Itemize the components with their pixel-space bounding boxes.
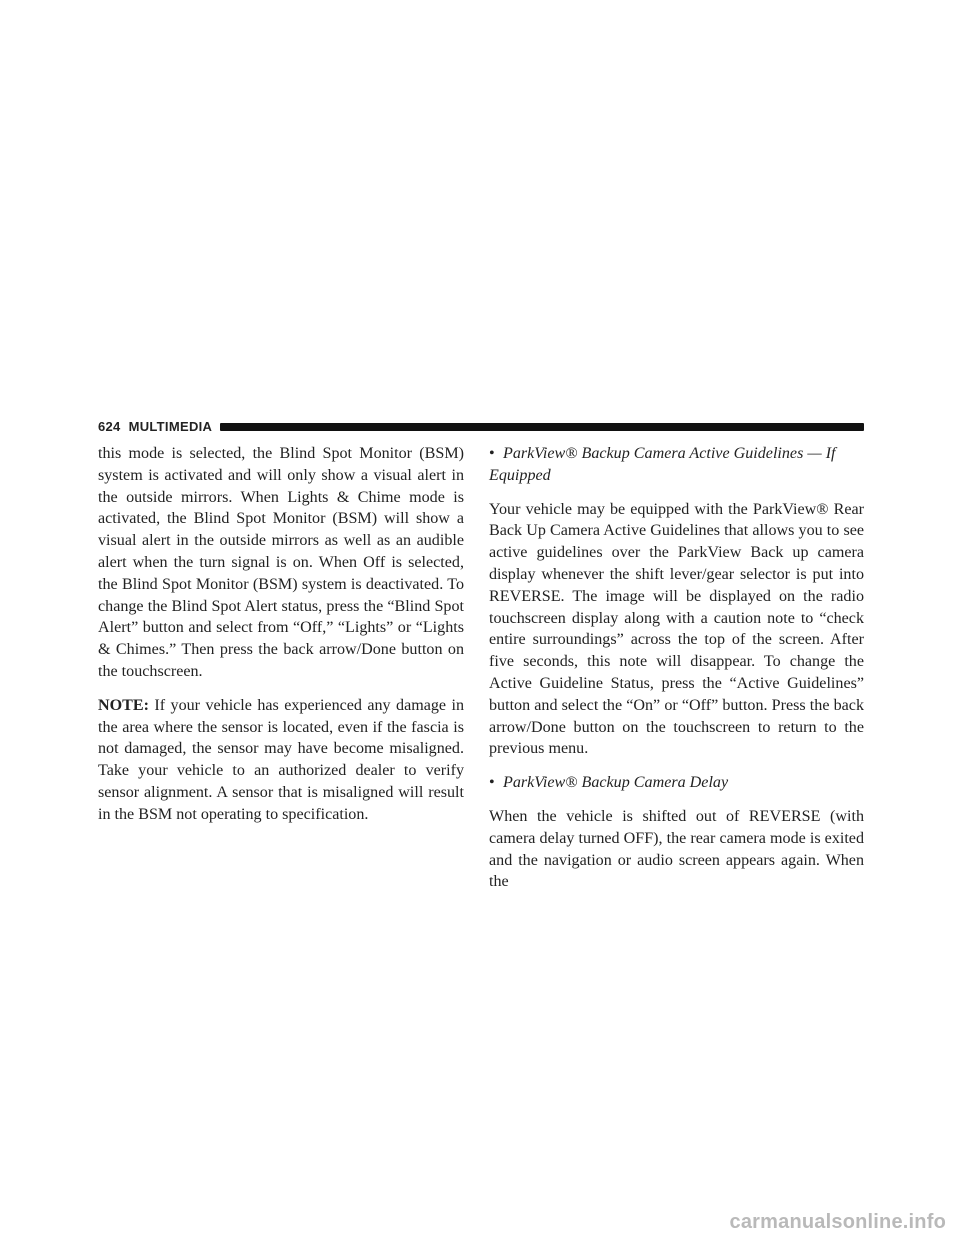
note-text: If your vehicle has experienced any damage in the area where the sensor is located, even if the fascia is not damaged, the sensor may have become misaligned. Take your vehicle to an authorized dealer to verify sensor alignment. A sensor that is misaligned will result in the BSM not operating to specification.	[98, 696, 464, 823]
camera-delay-heading-text: ParkView® Backup Camera Delay	[503, 774, 729, 792]
watermark: carmanualsonline.info	[729, 1211, 946, 1233]
camera-delay-heading	[489, 772, 864, 794]
active-guidelines-heading-text: ParkView® Backup Camera Active Guidelines — If Equipped	[489, 445, 836, 484]
header-rule	[220, 423, 864, 431]
note-paragraph	[98, 695, 464, 826]
camera-delay-paragraph: When the vehicle is shifted out of REVERSE (with camera delay turned OFF), the rear camera mode is exited and the navigation or audio screen appears again. When the	[489, 807, 864, 891]
right-column	[489, 443, 864, 905]
page-number: 624	[98, 418, 121, 434]
active-guidelines-paragraph: Your vehicle may be equipped with the ParkView® Rear Back Up Camera Active Guidelines that allows you to see active guidelines over the ParkView Back up camera display whenever the shift lever/gear selector is put into REVERSE. The image will be displayed on the radio touchscreen display along with a caution note to “check entire surroundings” across the top of the screen. After five seconds, this note will disappear. To change the Active Guideline Status, press the “Active Guidelines” button and select the “On” or “Off” button. Press the back arrow/Done button on the touchscreen to return to the previous menu.	[489, 500, 864, 758]
section-title: MULTIMEDIA	[128, 418, 213, 434]
bullet-icon: •	[489, 774, 495, 792]
left-column	[98, 443, 464, 838]
note-label: NOTE:	[98, 696, 149, 714]
active-guidelines-heading	[489, 443, 864, 487]
bullet-icon: •	[489, 445, 495, 462]
blind-spot-paragraph: this mode is selected, the Blind Spot Monitor (BSM) system is activated and will only show a visual alert in the outside mirrors. When Lights & Chime mode is activated, the Blind Spot Monitor (BSM) will show a visual alert in the outside mirrors as well as an audible alert when the turn signal is on. When Off is selected, the Blind Spot Monitor (BSM) system is deactivated. To change the Blind Spot Alert status, press the “Blind Spot Alert” button and select from “Off,” “Lights” or “Lights & Chimes.” Then press the back arrow/Done button on the touchscreen.	[98, 445, 464, 680]
page-header	[98, 416, 864, 436]
